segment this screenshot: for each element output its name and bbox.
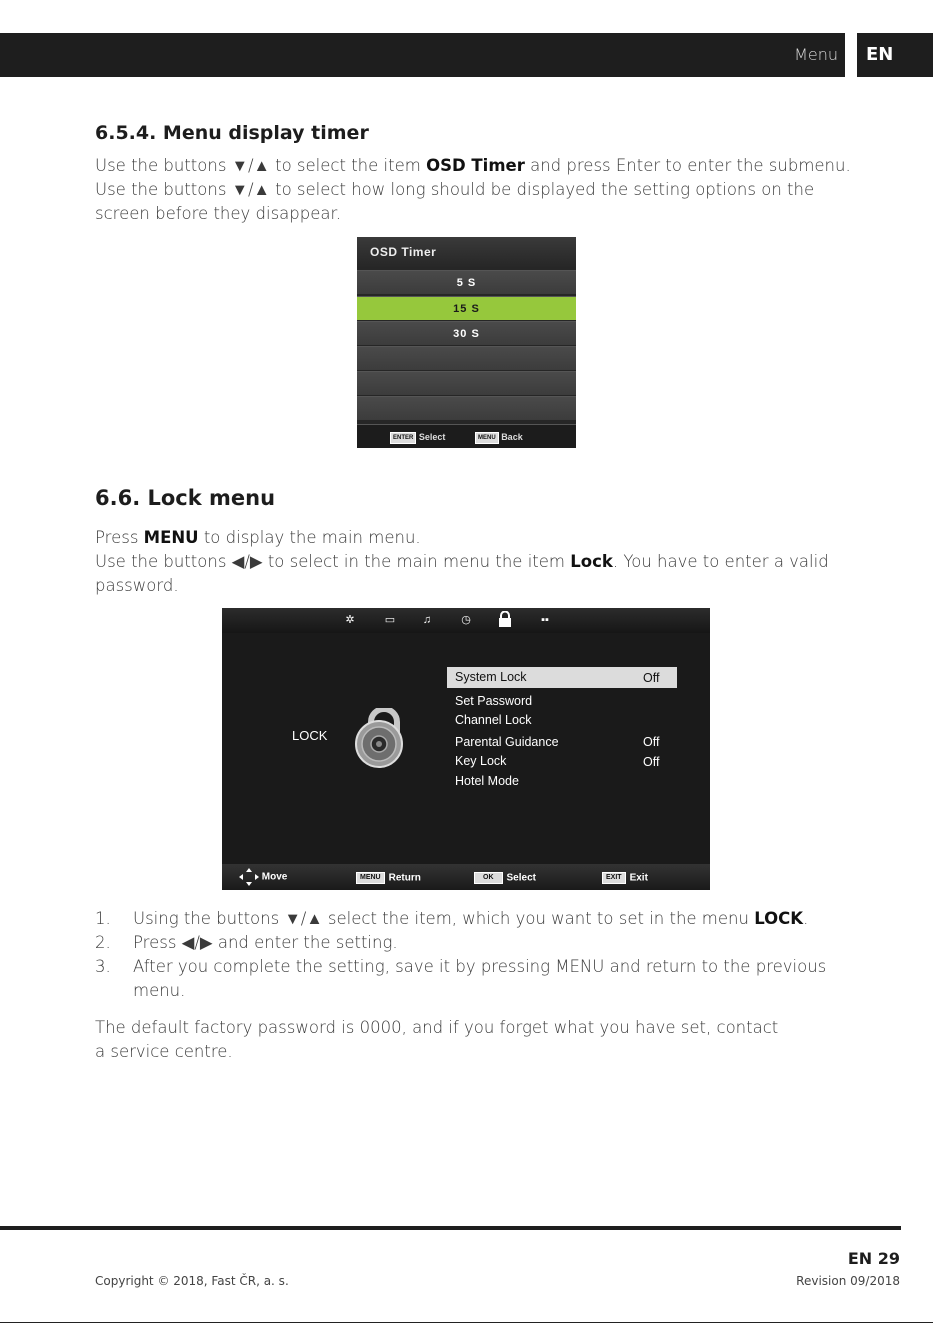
menu-item-parental-guidance[interactable]: Parental Guidance (455, 735, 559, 749)
menu-item-parental-guidance-value: Off (643, 735, 660, 749)
move-hint (239, 868, 287, 886)
paragraph-line: Use the buttons ◀/▶ to select in the main menu the item Lock. You have to enter a valid (95, 552, 829, 571)
osd-option-selected[interactable]: 15 S (357, 296, 576, 320)
move-label: Move (261, 871, 288, 883)
gear-icon[interactable]: ✲ (345, 614, 355, 626)
menu-key-icon: MENU (475, 432, 499, 444)
lock-footer (222, 864, 710, 890)
steps-list (95, 907, 855, 1003)
footer-divider (0, 1226, 901, 1230)
osd-option-empty (357, 396, 576, 420)
paragraph-line: screen before they disappear. (95, 204, 342, 223)
exit-hint (602, 872, 648, 884)
return-hint (356, 872, 421, 884)
select-hint (474, 872, 536, 884)
page-number: EN 29 (847, 1249, 900, 1268)
osd-option-empty (357, 346, 576, 370)
language-badge: EN (857, 33, 933, 77)
list-item: 3. After you complete the setting, save it by pressing MENU and return to the previous (95, 957, 827, 976)
paragraph-line: Use the buttons ▼/▲ to select how long should be displayed the setting options on the (95, 180, 815, 199)
paragraph-line: Press MENU to display the main menu. (95, 528, 421, 547)
list-item-continuation: menu. (133, 981, 186, 1000)
lock-top-icon-bar (222, 608, 710, 633)
move-arrows-icon (239, 868, 259, 886)
monitor-icon[interactable]: ▭ (384, 614, 396, 626)
list-item: 2. Press ◀/▶ and enter the setting. (95, 933, 398, 952)
select-label: Select (506, 872, 536, 884)
copyright-text: Copyright © 2018, Fast ČR, a. s. (95, 1274, 289, 1288)
note-line: The default factory password is 0000, and if you forget what you have set, contact (95, 1018, 779, 1037)
menu-item-hotel-mode[interactable]: Hotel Mode (455, 774, 519, 788)
ok-key-icon: OK (474, 872, 503, 884)
exit-key-icon: EXIT (602, 872, 626, 884)
header-bar (0, 33, 845, 77)
list-item: 1. Using the buttons ▼/▲ select the item, which you want to set in the menu LOCK. (95, 909, 809, 928)
bottom-divider (0, 1322, 933, 1323)
osd-footer (357, 424, 576, 448)
music-icon[interactable]: ♫ (422, 614, 432, 626)
revision-text: Revision 09/2018 (796, 1274, 900, 1288)
lock-icon[interactable] (498, 611, 512, 625)
osd-select-hint (390, 425, 445, 449)
osd-timer-title: OSD Timer (357, 237, 576, 268)
menu-item-channel-lock[interactable]: Channel Lock (455, 713, 532, 727)
osd-option[interactable]: 30 S (357, 321, 576, 345)
section-title-lock-menu: 6.6. Lock menu (95, 486, 276, 510)
osd-option-empty (357, 371, 576, 395)
osd-timer-screenshot (357, 237, 576, 448)
paragraph-line: Use the buttons ▼/▲ to select the item OSD Timer and press Enter to enter the submenu. (95, 156, 851, 175)
paragraph-line: password. (95, 576, 179, 595)
clock-icon[interactable]: ◷ (461, 614, 471, 626)
lock-menu-screenshot (222, 608, 710, 890)
osd-option[interactable]: 5 S (357, 270, 576, 294)
exit-label: Exit (629, 872, 648, 884)
menu-item-key-lock[interactable]: Key Lock (455, 754, 507, 768)
lock-label: LOCK (292, 728, 328, 743)
menu-item-system-lock-value: Off (643, 671, 660, 685)
header-section-title: Menu (794, 45, 838, 64)
enter-key-icon: ENTER (390, 432, 416, 444)
apps-icon[interactable]: ▪▪ (541, 614, 549, 626)
osd-back-hint (475, 425, 523, 449)
select-label: Select (418, 432, 446, 442)
back-label: Back (501, 432, 523, 442)
menu-item-system-lock[interactable]: System Lock (455, 670, 527, 684)
menu-key-icon: MENU (356, 872, 385, 884)
return-label: Return (388, 872, 421, 884)
padlock-icon (355, 708, 410, 770)
menu-item-set-password[interactable]: Set Password (455, 694, 533, 708)
section-title-menu-display-timer: 6.5.4. Menu display timer (95, 122, 369, 144)
note-line: a service centre. (95, 1042, 233, 1061)
menu-item-key-lock-value: Off (643, 755, 660, 769)
